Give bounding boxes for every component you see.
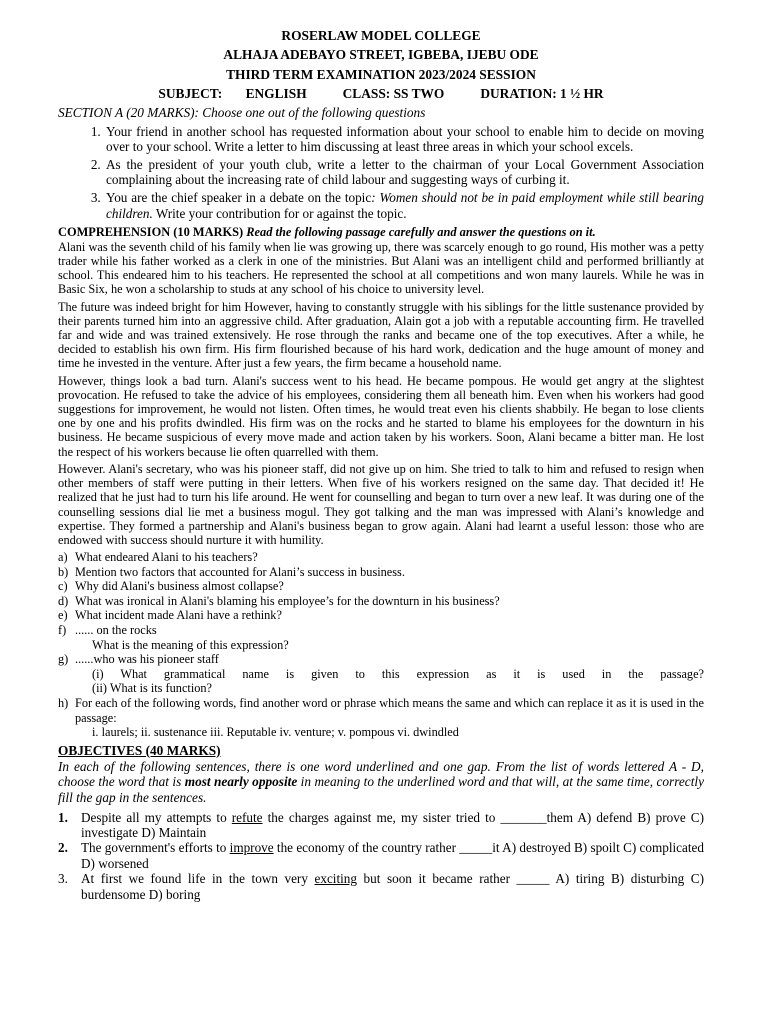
duration-label: DURATION: 1 ½ HR <box>480 86 604 102</box>
comprehension-question: c) Why did Alani's business almost collapse? <box>58 579 284 594</box>
q3-lead: You are the chief speaker in a debate on the topic <box>106 190 372 206</box>
objectives-instruction: In each of the following sentences, there is one word underlined and one gap. From the list of words lettered A - D, choose the word that is most nearly opposite in meaning to the underlined word and that will, at the same time, correctly fill the gap in the sentences. <box>58 758 704 806</box>
comprehension-question: f) ...... on the rocks <box>58 623 157 638</box>
exam-title: THIRD TERM EXAMINATION 2023/2024 SESSION <box>226 66 536 82</box>
comprehension-questions-cont2 <box>58 696 704 725</box>
school-name: ROSERLAW MODEL COLLEGE <box>281 28 481 43</box>
question-h-sub: i. laurels; ii. sustenance iii. Reputable iv. venture; v. pompous vi. dwindled <box>92 725 459 740</box>
essay-question: 2. As the president of your youth club, write a letter to the chairman of your Local Government Association complaining about the increasing rate of child labour and suggesting ways of curbing it. <box>104 157 704 187</box>
comprehension-questions <box>58 550 704 638</box>
q3-topic: : Women should not be in paid employment while still bearing children. <box>106 190 704 221</box>
school-address: ALHAJA ADEBAYO STREET, IGBEBA, IJEBU ODE <box>223 47 539 63</box>
comprehension-title: COMPREHENSION (10 MARKS) <box>58 224 244 239</box>
objective-questions <box>58 810 704 902</box>
q3-tail: Write your contribution for or against the topic. <box>152 205 407 221</box>
underlined-word: exciting <box>314 871 357 887</box>
comprehension-instruction: Read the following passage carefully and answer the questions on it. <box>246 224 596 239</box>
instruction-emphasis: most nearly opposite <box>184 774 298 790</box>
comprehension-question: b) Mention two factors that accounted for Alani’s success in business. <box>58 564 405 579</box>
class-label: CLASS: SS TWO <box>342 86 445 102</box>
question-f-sub: What is the meaning of this expression? <box>92 637 289 652</box>
objective-question: 1. Despite all my attempts to refute the charges against me, my sister tried to _______them A) defend B) prove C) investigate D) Maintain <box>58 809 704 841</box>
question-g-sub1: (i) What grammatical name is given to this expression as it is used in the passage? <box>92 666 704 681</box>
comprehension-heading <box>58 224 704 240</box>
question-g-sub2: (ii) What is its function? <box>92 681 212 696</box>
subject-label: SUBJECT: ENGLISH <box>158 86 307 102</box>
passage-paragraph: The future was indeed bright for him However, having to constantly struggle with his siblings for the little sustenance provided by their parents turned him into an aggressive child. After graduation, Alain got a job with a reputable accounting firm. He travelled far and wide and was trained extensively. He rose through the ranks and became one of the top executives. After a while, he decided to establish his own firm. His firm flourished because of his hard work, dedication and the huge amount of money and time he invested in the venture. After just a few years, the firm became a household name. <box>58 299 704 371</box>
objectives-heading: OBJECTIVES (40 MARKS) <box>58 742 221 758</box>
comprehension-passage <box>58 240 704 547</box>
essay-question <box>104 190 704 220</box>
underlined-word: improve <box>229 840 274 856</box>
passage-paragraph: Alani was the seventh child of his family when lie was growing up, there was scarcely enough to go round, His mother was a petty trader while his father worked as a clerk in one of the ministries. But Alani was an intelligent child and performed brilliantly at school. This endeared him to his teachers. He represented the school at all competitions and won many laurels. While he was in Basic Six, he won a scholarship to studs at any school of his choice to university level. <box>58 239 704 297</box>
exam-header <box>58 26 704 104</box>
essay-questions <box>58 124 704 221</box>
essay-question: 1. Your friend in another school has requested information about your school to enable him to decide on moving over to your school. Write a letter to him discussing at least three areas in which your school excels. <box>104 124 704 154</box>
comprehension-question: g) ......who was his pioneer staff <box>58 652 219 667</box>
comprehension-question: e) What incident made Alani have a rethink? <box>58 608 282 623</box>
underlined-word: refute <box>231 809 263 825</box>
objective-question: 2. The government's efforts to improve the economy of the country rather _____it A) destroyed B) spoilt C) complicated D) worsened <box>58 840 704 871</box>
objective-question: 3. At first we found life in the town very exciting but soon it became rather _____ A) tiring B) disturbing C) burdensome D) boring <box>58 871 704 902</box>
comprehension-question: a) What endeared Alani to his teachers? <box>58 550 258 565</box>
comprehension-questions-cont <box>58 652 704 667</box>
section-a-heading: SECTION A (20 MARKS): Choose one out of the following questions <box>58 104 426 120</box>
passage-paragraph: However. Alani's secretary, who was his pioneer staff, did not give up on him. She tried to talk to him and refused to resign when other members of staff were putting in their letters. When five of his workers resigned on the same day. That decided it! He realized that he just had to turn his life around. He went for counselling and began to turn over a new leaf. It was during one of the counselling sessions dial lie met a business mogul. They got talking and the man was impressed with Alani’s knowledge and expertise. They formed a partnership and Alani's business began to grow again. Alani had learnt a useful lesson: those who are endowed with success should nurture it with humility. <box>58 461 704 547</box>
passage-paragraph: However, things look a bad turn. Alani's success went to his head. He became pompous. He would get angry at the slightest provocation. He refused to take the advice of his employees, considering them all beneath him. Even when his workers had good suggestions for improvement, he would not listen. Often times, he would treat even his clients shabbily. He began to lose clients one by one and his profits dwindled. His firm was on the rocks and he started to blame his employees for the downturn in his business. He became suspicious of every move made and action taken by his workers. Soon, Alani became a bitter man. He lost the respect of his workers because lie often quarrelled with them. <box>58 373 704 459</box>
subject-line <box>58 84 704 103</box>
comprehension-question: d) What was ironical in Alani's blaming his employee’s for the downturn in his business? <box>58 593 500 608</box>
comprehension-question: h) For each of the following words, find another word or phrase which means the same and which can replace it as it is used in the passage: <box>58 696 704 725</box>
